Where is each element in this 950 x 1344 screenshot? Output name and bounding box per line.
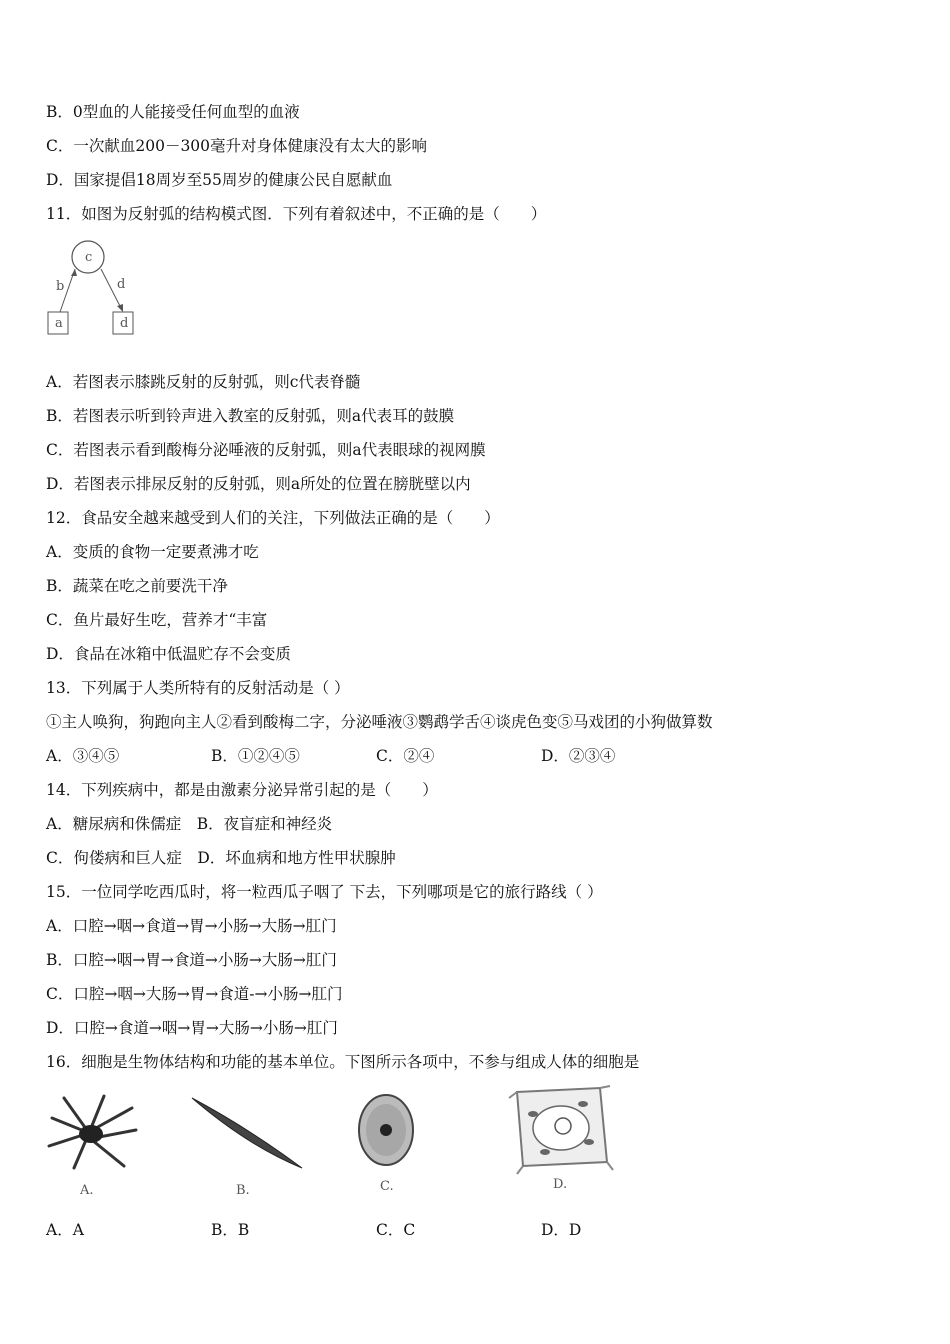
q13-option-b: B．①②④⑤ [211, 747, 300, 765]
q12-option-c: C．鱼片最好生吃，营养才“丰富 [46, 611, 268, 629]
diagram-label-c: c [85, 250, 93, 265]
q14-options-ab: A．糖尿病和侏儒症 B．夜盲症和神经炎 [46, 815, 333, 833]
figure-label-b: B. [236, 1183, 250, 1198]
diagram-label-b: b [56, 279, 65, 294]
q15-option-c: C．口腔→咽→大肠→胃→食道-→小肠→肛门 [46, 985, 343, 1003]
q12-option-b: B．蔬菜在吃之前要洗干净 [46, 577, 228, 595]
q15-stem: 15．一位同学吃西瓜时，将一粒西瓜子咽了 下去，下列哪项是它的旅行路线（ ） [46, 883, 603, 901]
q12-option-d: D．食品在冰箱中低温贮存不会变质 [46, 645, 291, 663]
q15-option-d: D．口腔→食道→咽→胃→大肠→小肠→肛门 [46, 1019, 338, 1037]
nucleus [380, 1124, 392, 1136]
reflex-arc-diagram [44, 232, 144, 340]
q13-stem: 13．下列属于人类所特有的反射活动是（ ） [46, 679, 350, 697]
q13-option-d: D．②③④ [541, 747, 616, 765]
figure-label-a: A. [80, 1183, 94, 1198]
q15-option-a: A．口腔→咽→食道→胃→小肠→大肠→肛门 [46, 917, 337, 935]
diagram-label-d-box: d [120, 316, 129, 331]
q16-stem: 16．细胞是生物体结构和功能的基本单位。下图所示各项中，不参与组成人体的细胞是 [46, 1053, 640, 1071]
q10-option-b: B．0型血的人能接受任何血型的血液 [46, 103, 300, 121]
cell-figure-a-neuron [44, 1088, 144, 1203]
q10-option-c: C．一次献血200－300毫升对身体健康没有太大的影响 [46, 137, 428, 155]
q16-option-a: A．A [46, 1221, 84, 1239]
q11-option-d: D．若图表示排尿反射的反射弧，则a所处的位置在膀胱壁以内 [46, 475, 471, 493]
q11-option-c: C．若图表示看到酸梅分泌唾液的反射弧，则a代表眼球的视网膜 [46, 441, 486, 459]
q14-options-cd: C．佝偻病和巨人症 D．坏血病和地方性甲状腺肿 [46, 849, 396, 867]
q15-option-b: B．口腔→咽→胃→食道→小肠→大肠→肛门 [46, 951, 337, 969]
cell-figure-c-round [352, 1088, 422, 1203]
neuron-body [79, 1125, 103, 1143]
cell-figure-d-plant [505, 1084, 615, 1199]
arrowhead-icon [71, 269, 77, 276]
figure-label-c: C. [380, 1179, 394, 1194]
q14-stem: 14．下列疾病中，都是由激素分泌异常引起的是（ ） [46, 781, 438, 799]
arrowhead-icon [117, 304, 123, 312]
q16-option-d: D．D [541, 1221, 582, 1239]
figure-label-d: D. [553, 1177, 568, 1192]
q10-option-d: D．国家提倡18周岁至55周岁的健康公民自愿献血 [46, 171, 393, 189]
q11-option-b: B．若图表示听到铃声进入教室的反射弧，则a代表耳的鼓膜 [46, 407, 455, 425]
diagram-label-d-arrow: d [117, 277, 126, 292]
q12-stem: 12．食品安全越来越受到人们的关注，下列做法正确的是（ ） [46, 509, 500, 527]
q13-option-a: A．③④⑤ [46, 747, 120, 765]
q16-option-c: C．C [376, 1221, 416, 1239]
q11-option-a: A．若图表示膝跳反射的反射弧，则c代表脊髓 [46, 373, 361, 391]
q13-option-c: C．②④ [376, 747, 435, 765]
cell-figure-b-muscle [188, 1088, 308, 1203]
q12-option-a: A．变质的食物一定要煮沸才吃 [46, 543, 259, 561]
q11-stem: 11．如图为反射弧的结构模式图．下列有着叙述中，不正确的是（ ） [46, 205, 547, 223]
q16-option-b: B．B [211, 1221, 250, 1239]
q13-items: ①主人唤狗，狗跑向主人②看到酸梅二字，分泌唾液③鹦鹉学舌④谈虎色变⑤马戏团的小狗做算数 [46, 713, 713, 731]
diagram-label-a: a [55, 316, 63, 331]
